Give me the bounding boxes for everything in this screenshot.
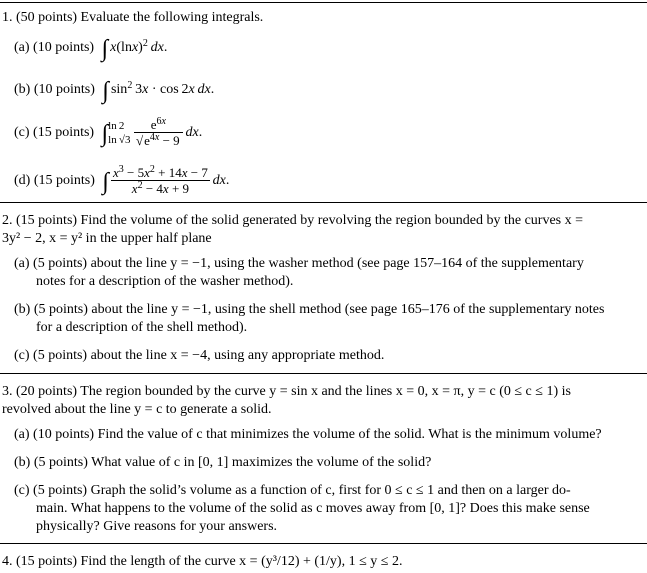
q1-b-label: (b) (10 points): [14, 82, 95, 97]
q4-line1: 4. (15 points) Find the length of the curve x = (y³/12) + (1/y), 1 ≤ y ≤ 2.: [2, 554, 403, 569]
q3-line1: 3. (20 points) The region bounded by the curve y = sin x and the lines x = 0, x = π, y = c (0 ≤ c ≤ 1) is: [2, 384, 571, 399]
q3-c-line2: main. What happens to the volume of the solid as c moves away from [0, 1]? Does this make sense: [36, 501, 590, 516]
q2-line1: 2. (15 points) Find the volume of the solid generated by revolving the region bounded by the curves x =: [2, 213, 583, 228]
q1-d-label: (d) (15 points): [14, 173, 95, 188]
divider-1: [0, 202, 647, 203]
q2-c-line1: (c) (5 points) about the line x = −4, using any appropriate method.: [14, 348, 385, 363]
q1-a-label: (a) (10 points): [14, 40, 95, 55]
divider-2: [0, 373, 647, 374]
top-rule: [0, 2, 647, 3]
q1-part-c: (c) (15 points) ∫ ln 2 ln √3 $\frac{e^{6x}}{√e^{4x} - 9}$ dx.: [14, 116, 203, 149]
q2-b-line2: for a description of the shell method).: [36, 320, 248, 335]
q1-title: 1. (50 points) Evaluate the following integrals.: [2, 10, 264, 25]
q1-part-b: (b) (10 points) ∫ $\sin^2 3x \cdot \cos 2x$ dx.: [14, 78, 215, 104]
q3-b-line1: (b) (5 points) What value of c in [0, 1] maximizes the volume of the solid?: [14, 455, 432, 470]
q3-c-line3: physically? Give reasons for your answers.: [36, 519, 278, 534]
q1-part-d: (d) (15 points) ∫ $\frac{x^3 - 5x^2 + 14x - 7}{x^2 - 4x + 9}$ dx.: [14, 164, 230, 197]
q3-a-line1: (a) (10 points) Find the value of c that minimizes the volume of the solid. What is the minimum volume?: [14, 427, 602, 442]
q3-c-line1: (c) (5 points) Graph the solid’s volume as a function of c, first for 0 ≤ c ≤ 1 and then on a larger do-: [14, 483, 571, 498]
q2-line2: 3y² − 2, x = y² in the upper half plane: [2, 231, 212, 246]
q1-part-a: (a) (10 points) ∫ $x(\ln x)^2$ dx.: [14, 36, 168, 62]
q2-a-line1: (a) (5 points) about the line y = −1, using the washer method (see page 157–164 of the supplementary: [14, 256, 584, 271]
q2-b-line1: (b) (5 points) about the line y = −1, using the shell method (see page 165–176 of the supplementary notes: [14, 302, 605, 317]
q1-c-label: (c) (15 points): [14, 125, 95, 140]
q2-a-line2: notes for a description of the washer method).: [36, 274, 294, 289]
divider-3: [0, 543, 647, 544]
q3-line2: revolved about the line y = c to generate a solid.: [2, 402, 272, 417]
